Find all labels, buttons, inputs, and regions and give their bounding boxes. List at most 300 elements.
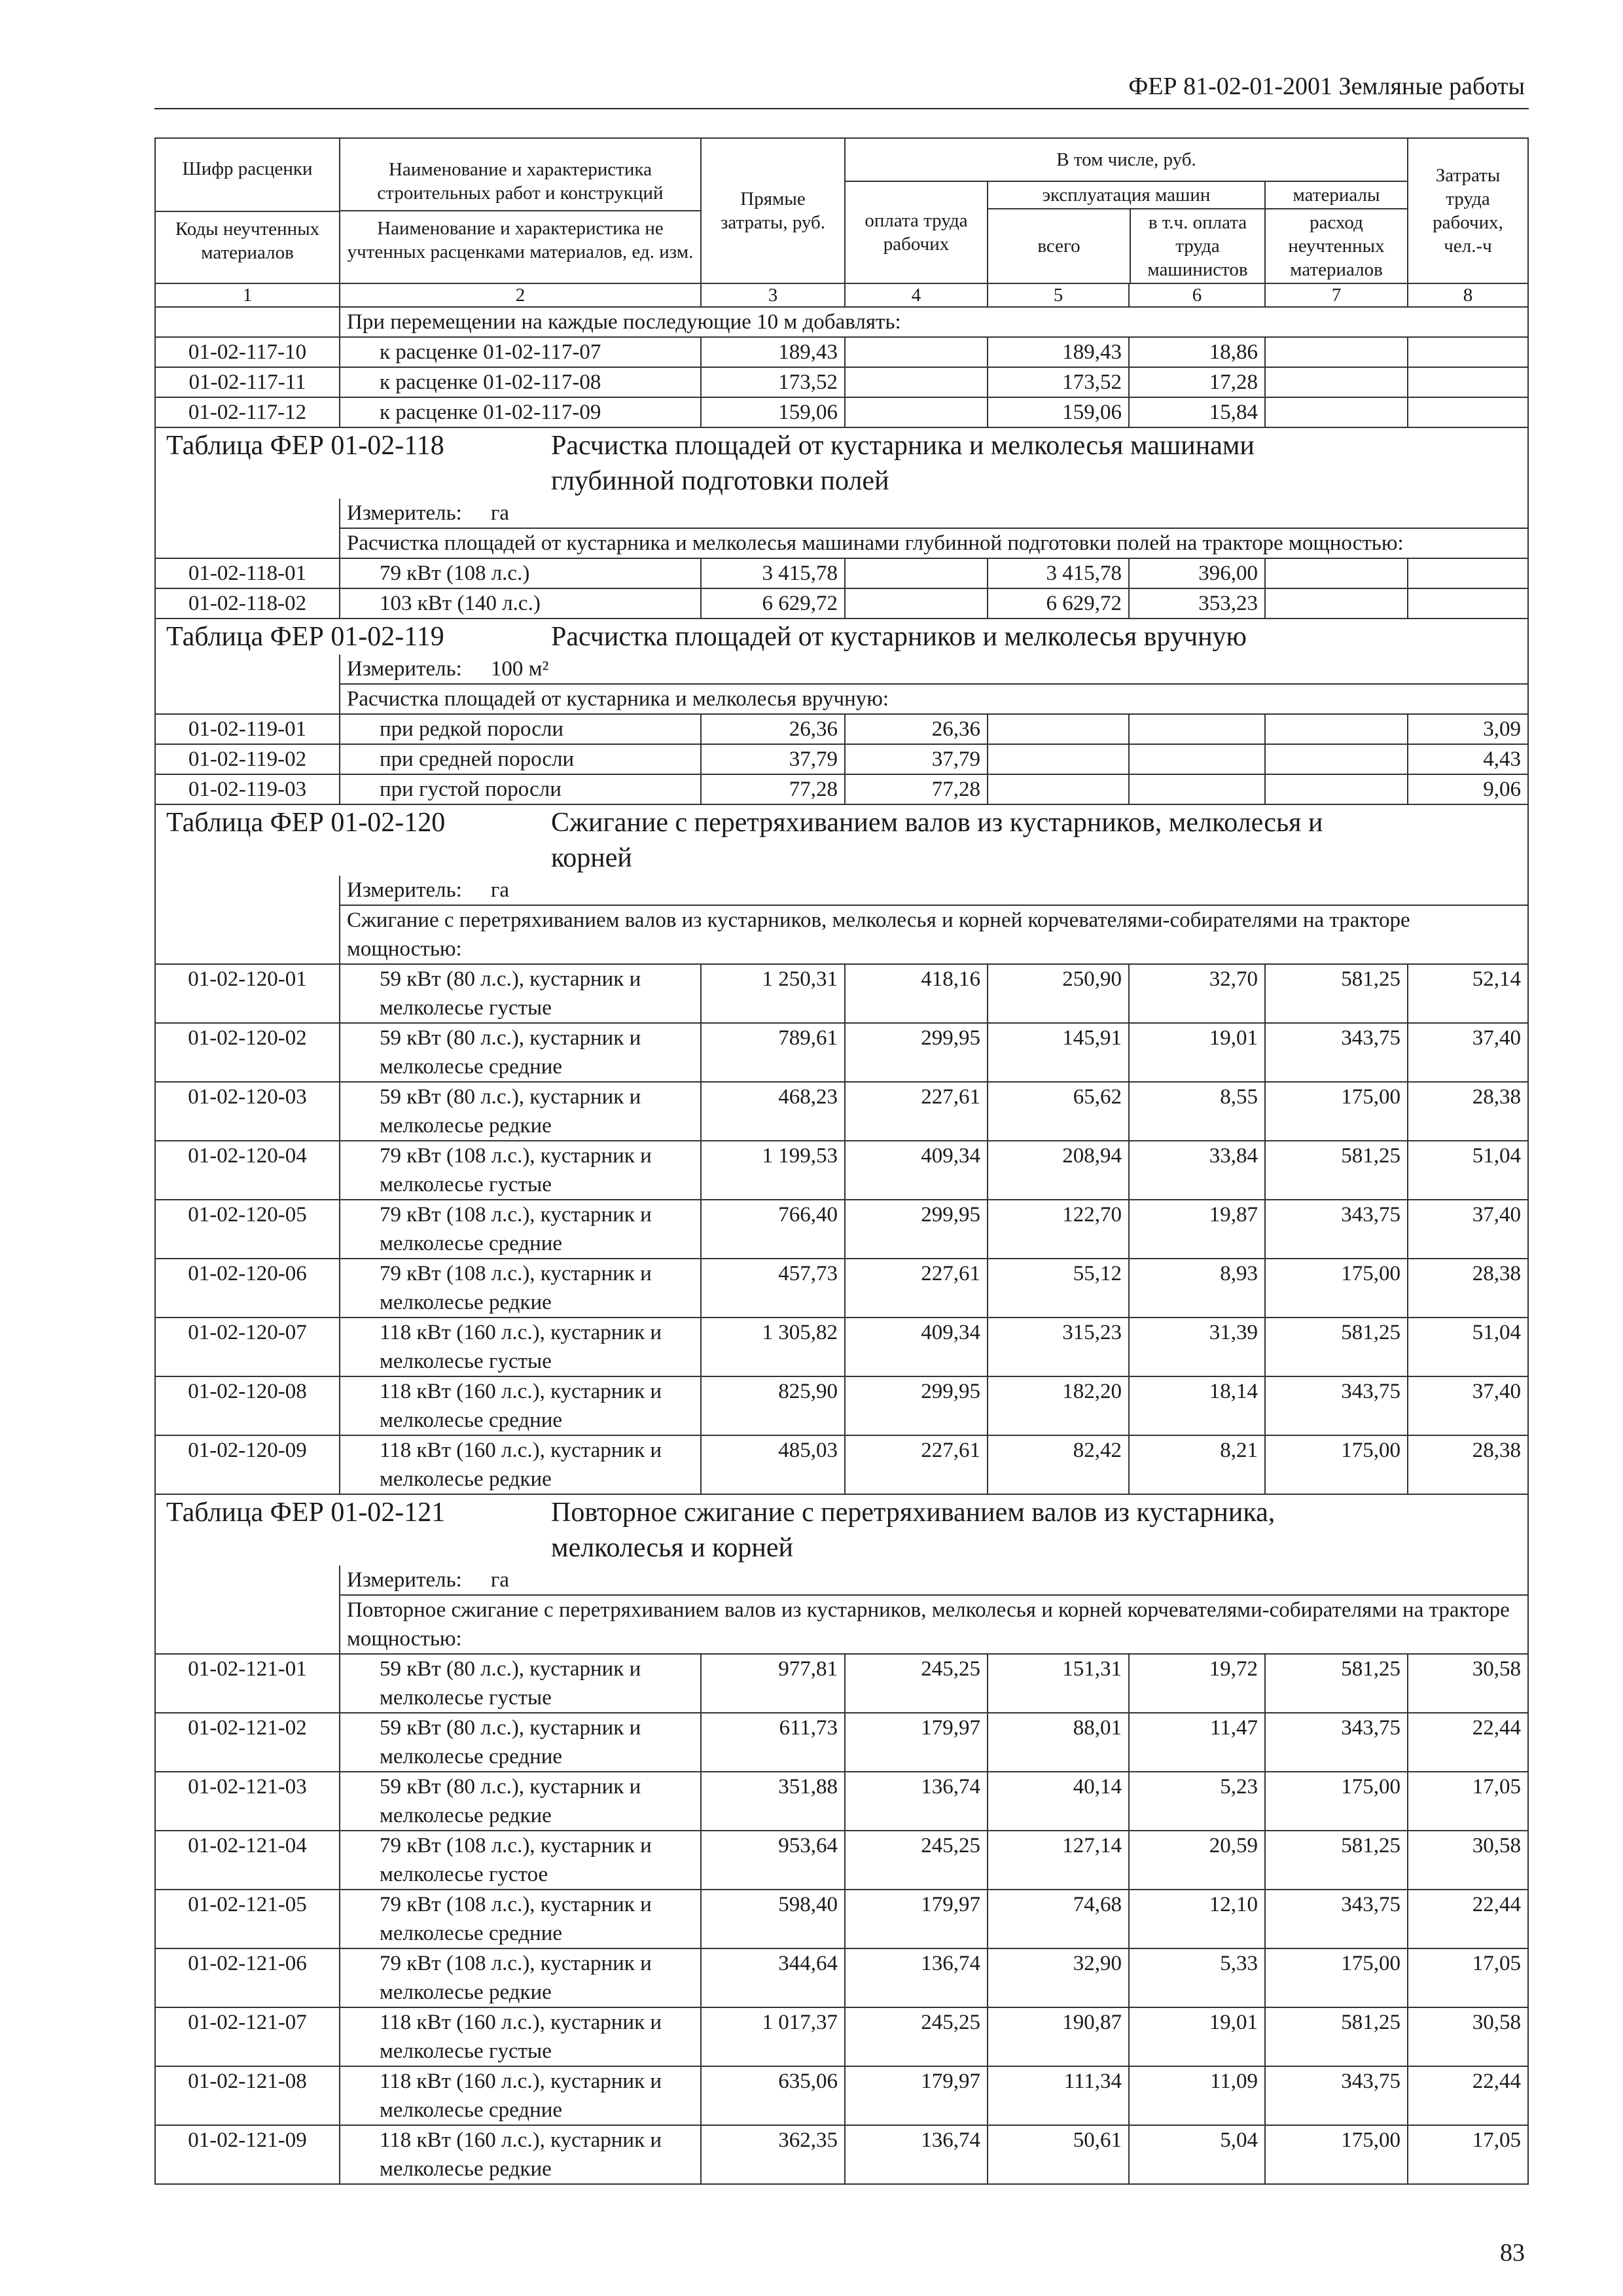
table-row: [155, 1082, 1528, 1141]
col-number: 7: [1265, 283, 1408, 307]
direct-cost: 1 199,53: [701, 1141, 845, 1200]
rate-code: 01-02-119-03: [155, 774, 340, 804]
col-name-top: Наименование и характеристика строительных работ и конструкций: [377, 159, 664, 204]
table-row: [155, 367, 1528, 397]
section-description: Повторное сжигание с перетряхиванием валов из кустарников, мелколесья и корней корчевателями-собирателями на тракторе мощностью:: [340, 1595, 1528, 1654]
machinists-wages: 5,23: [1129, 1772, 1265, 1831]
rate-name: 59 кВт (80 л.с.), кустарник и мелколесье густые: [340, 1654, 701, 1713]
labor-hours: [1408, 558, 1528, 588]
rate-name: 118 кВт (160 л.с.), кустарник и мелколесье средние: [340, 2066, 701, 2125]
labor-hours: 22,44: [1408, 1713, 1528, 1772]
direct-cost: 485,03: [701, 1435, 845, 1494]
direct-cost: 344,64: [701, 1948, 845, 2007]
direct-cost: 3 415,78: [701, 558, 845, 588]
labor-hours: 28,38: [1408, 1082, 1528, 1141]
direct-cost: 1 305,82: [701, 1318, 845, 1376]
table-code: Таблица ФЕР 01-02-119: [166, 622, 444, 652]
wages-cost: 299,95: [845, 1376, 988, 1435]
rate-name: 103 кВт (140 л.с.): [340, 588, 701, 619]
labor-hours: 30,58: [1408, 2007, 1528, 2066]
section-note: При перемещении на каждые последующие 10 м добавлять:: [340, 307, 1528, 337]
rate-code: 01-02-121-02: [155, 1713, 340, 1772]
direct-cost: 37,79: [701, 744, 845, 774]
table-title-line2: мелколесья и корней: [551, 1533, 794, 1563]
rates-table: [154, 137, 1529, 2185]
materials-cost: 581,25: [1265, 1654, 1408, 1713]
labor-hours: 30,58: [1408, 1654, 1528, 1713]
rate-name: 59 кВт (80 л.с.), кустарник и мелколесье средние: [340, 1713, 701, 1772]
labor-hours: [1408, 397, 1528, 427]
rate-name: 118 кВт (160 л.с.), кустарник и мелколесье редкие: [340, 1435, 701, 1494]
machinists-wages: 8,93: [1129, 1259, 1265, 1318]
machinists-wages: 32,70: [1129, 964, 1265, 1023]
labor-hours: 17,05: [1408, 1948, 1528, 2007]
materials-cost: [1265, 558, 1408, 588]
machinists-wages: 18,86: [1129, 337, 1265, 367]
machinists-wages: 19,87: [1129, 1200, 1265, 1259]
col-machines-wages: в т.ч. оплата труда машинистов: [1147, 212, 1248, 280]
measure-label: Измеритель:: [347, 878, 462, 902]
header-rule: [154, 108, 1529, 109]
direct-cost: 468,23: [701, 1082, 845, 1141]
wages-cost: [845, 588, 988, 619]
table-row: [155, 2066, 1528, 2125]
table-row: [155, 1713, 1528, 1772]
materials-cost: 175,00: [1265, 1082, 1408, 1141]
column-numbers-row: [155, 283, 1528, 307]
rate-name: 118 кВт (160 л.с.), кустарник и мелколесье средние: [340, 1376, 701, 1435]
direct-cost: 953,64: [701, 1831, 845, 1890]
machines-cost: [988, 714, 1129, 744]
wages-cost: 37,79: [845, 744, 988, 774]
rate-name: к расценке 01-02-117-07: [340, 337, 701, 367]
rate-code: 01-02-120-07: [155, 1318, 340, 1376]
materials-cost: 343,75: [1265, 1200, 1408, 1259]
rate-code: 01-02-121-04: [155, 1831, 340, 1890]
wages-cost: 227,61: [845, 1259, 988, 1318]
table-row: [155, 588, 1528, 619]
machines-cost: 40,14: [988, 1772, 1129, 1831]
wages-cost: [845, 337, 988, 367]
labor-hours: 30,58: [1408, 1831, 1528, 1890]
col-machines-label: эксплуатация машин: [988, 182, 1264, 209]
measure-row: [155, 876, 1528, 905]
machines-cost: 3 415,78: [988, 558, 1129, 588]
description-row: [155, 905, 1528, 964]
rate-name: 59 кВт (80 л.с.), кустарник и мелколесье густые: [340, 964, 701, 1023]
wages-cost: 409,34: [845, 1141, 988, 1200]
labor-hours: [1408, 337, 1528, 367]
wages-cost: 136,74: [845, 2125, 988, 2184]
materials-cost: [1265, 714, 1408, 744]
rate-name: 79 кВт (108 л.с.), кустарник и мелколесье средние: [340, 1200, 701, 1259]
machines-cost: 190,87: [988, 2007, 1129, 2066]
machines-cost: 6 629,72: [988, 588, 1129, 619]
rate-code: 01-02-120-05: [155, 1200, 340, 1259]
direct-cost: 159,06: [701, 397, 845, 427]
machines-cost: [988, 774, 1129, 804]
machinists-wages: [1129, 774, 1265, 804]
rate-name: 59 кВт (80 л.с.), кустарник и мелколесье средние: [340, 1023, 701, 1082]
machinists-wages: 18,14: [1129, 1376, 1265, 1435]
machinists-wages: 15,84: [1129, 397, 1265, 427]
wages-cost: 299,95: [845, 1023, 988, 1082]
direct-cost: 173,52: [701, 367, 845, 397]
rate-code: 01-02-117-12: [155, 397, 340, 427]
machinists-wages: 5,04: [1129, 2125, 1265, 2184]
direct-cost: 611,73: [701, 1713, 845, 1772]
labor-hours: 4,43: [1408, 744, 1528, 774]
table-title-row: [155, 804, 1528, 876]
col-number: 6: [1129, 283, 1265, 307]
table-row: [155, 964, 1528, 1023]
machines-cost: 82,42: [988, 1435, 1129, 1494]
rate-name: 118 кВт (160 л.с.), кустарник и мелколесье густые: [340, 2007, 701, 2066]
table-title-line1: Расчистка площадей от кустарника и мелколесья машинами: [551, 431, 1255, 461]
table-row: [155, 744, 1528, 774]
table-title-row: [155, 619, 1528, 655]
materials-cost: 175,00: [1265, 1259, 1408, 1318]
col-number: 8: [1408, 283, 1528, 307]
wages-cost: [845, 558, 988, 588]
machines-cost: 173,52: [988, 367, 1129, 397]
table-title-line2: корней: [551, 843, 632, 873]
col-including-header: В том числе, руб.: [845, 138, 1408, 181]
col-direct-header: Прямые затраты, руб.: [701, 138, 845, 283]
materials-cost: 581,25: [1265, 964, 1408, 1023]
section-description: Расчистка площадей от кустарника и мелколесья вручную:: [340, 684, 1528, 714]
labor-hours: 28,38: [1408, 1259, 1528, 1318]
table-row: [155, 1435, 1528, 1494]
wages-cost: 179,97: [845, 2066, 988, 2125]
labor-hours: [1408, 588, 1528, 619]
machines-cost: 111,34: [988, 2066, 1129, 2125]
direct-cost: 1 250,31: [701, 964, 845, 1023]
col-number: 2: [340, 283, 701, 307]
rate-name: 79 кВт (108 л.с.), кустарник и мелколесье средние: [340, 1890, 701, 1948]
table-title-line1: Расчистка площадей от кустарников и мелколесья вручную: [551, 622, 1247, 652]
rate-code: 01-02-120-08: [155, 1376, 340, 1435]
rate-code: 01-02-121-09: [155, 2125, 340, 2184]
machinists-wages: 19,01: [1129, 2007, 1265, 2066]
machines-cost: 182,20: [988, 1376, 1129, 1435]
rate-name: при редкой поросли: [340, 714, 701, 744]
table-title-row: [155, 1494, 1528, 1566]
wages-cost: 179,97: [845, 1890, 988, 1948]
materials-cost: [1265, 588, 1408, 619]
direct-cost: 351,88: [701, 1772, 845, 1831]
rate-name: к расценке 01-02-117-09: [340, 397, 701, 427]
description-row: [155, 528, 1528, 558]
direct-cost: 766,40: [701, 1200, 845, 1259]
labor-hours: 9,06: [1408, 774, 1528, 804]
materials-cost: 581,25: [1265, 1318, 1408, 1376]
machines-cost: 32,90: [988, 1948, 1129, 2007]
materials-cost: 343,75: [1265, 1890, 1408, 1948]
materials-cost: 175,00: [1265, 1435, 1408, 1494]
materials-cost: 175,00: [1265, 2125, 1408, 2184]
materials-cost: [1265, 744, 1408, 774]
machines-cost: 55,12: [988, 1259, 1129, 1318]
measure-row: [155, 499, 1528, 528]
machinists-wages: 5,33: [1129, 1948, 1265, 2007]
col-materials-header: [1265, 181, 1408, 283]
labor-hours: 3,09: [1408, 714, 1528, 744]
machines-cost: 145,91: [988, 1023, 1129, 1082]
description-row: [155, 684, 1528, 714]
machinists-wages: 19,01: [1129, 1023, 1265, 1082]
measure-row: [155, 655, 1528, 684]
machines-cost: 189,43: [988, 337, 1129, 367]
materials-cost: [1265, 367, 1408, 397]
running-header: ФЕР 81-02-01-2001 Земляные работы: [1128, 73, 1525, 100]
materials-cost: 343,75: [1265, 1713, 1408, 1772]
machinists-wages: 8,21: [1129, 1435, 1265, 1494]
col-number: 4: [845, 283, 988, 307]
machinists-wages: 19,72: [1129, 1654, 1265, 1713]
section-note-row: [155, 307, 1528, 337]
wages-cost: 409,34: [845, 1318, 988, 1376]
labor-hours: 17,05: [1408, 1772, 1528, 1831]
rate-code: 01-02-121-05: [155, 1890, 340, 1948]
page-number: 83: [1500, 2239, 1525, 2267]
rate-code: 01-02-121-07: [155, 2007, 340, 2066]
col-materials-sub: расход неучтенных материалов: [1288, 212, 1385, 280]
materials-cost: [1265, 397, 1408, 427]
machinists-wages: 353,23: [1129, 588, 1265, 619]
col-number: 5: [988, 283, 1129, 307]
rate-name: 79 кВт (108 л.с.), кустарник и мелколесье редкие: [340, 1259, 701, 1318]
table-code: Таблица ФЕР 01-02-120: [166, 808, 446, 838]
col-code-header: [155, 138, 340, 283]
col-labor-header: Затраты труда рабочих, чел.-ч: [1408, 138, 1528, 283]
materials-cost: 343,75: [1265, 2066, 1408, 2125]
wages-cost: 136,74: [845, 1948, 988, 2007]
table-row: [155, 337, 1528, 367]
direct-cost: 362,35: [701, 2125, 845, 2184]
measure-label: Измеритель:: [347, 501, 462, 525]
rate-name: 79 кВт (108 л.с.): [340, 558, 701, 588]
direct-cost: 825,90: [701, 1376, 845, 1435]
table-row: [155, 1141, 1528, 1200]
measure-unit: га: [490, 878, 510, 902]
materials-cost: 581,25: [1265, 2007, 1408, 2066]
col-code-bottom: Коды неучтенных материалов: [156, 211, 339, 264]
measure-unit: га: [490, 501, 510, 525]
labor-hours: [1408, 367, 1528, 397]
table-row: [155, 558, 1528, 588]
machines-cost: 122,70: [988, 1200, 1129, 1259]
labor-hours: 37,40: [1408, 1200, 1528, 1259]
direct-cost: 77,28: [701, 774, 845, 804]
rate-code: 01-02-120-02: [155, 1023, 340, 1082]
col-wages-header: оплата труда рабочих: [845, 181, 988, 283]
labor-hours: 28,38: [1408, 1435, 1528, 1494]
rate-name: при густой поросли: [340, 774, 701, 804]
machines-cost: 50,61: [988, 2125, 1129, 2184]
wages-cost: 418,16: [845, 964, 988, 1023]
rate-name: 79 кВт (108 л.с.), кустарник и мелколесье густое: [340, 1831, 701, 1890]
direct-cost: 977,81: [701, 1654, 845, 1713]
machinists-wages: 11,47: [1129, 1713, 1265, 1772]
table-row: [155, 774, 1528, 804]
materials-cost: 581,25: [1265, 1831, 1408, 1890]
labor-hours: 17,05: [1408, 2125, 1528, 2184]
materials-cost: 343,75: [1265, 1023, 1408, 1082]
wages-cost: 77,28: [845, 774, 988, 804]
machinists-wages: 12,10: [1129, 1890, 1265, 1948]
rate-code: 01-02-121-01: [155, 1654, 340, 1713]
measure-row: [155, 1566, 1528, 1595]
materials-cost: 175,00: [1265, 1772, 1408, 1831]
rate-code: 01-02-120-06: [155, 1259, 340, 1318]
measure-unit: га: [490, 1568, 510, 1592]
labor-hours: 22,44: [1408, 2066, 1528, 2125]
direct-cost: 789,61: [701, 1023, 845, 1082]
machinists-wages: 31,39: [1129, 1318, 1265, 1376]
materials-cost: 343,75: [1265, 1376, 1408, 1435]
rate-code: 01-02-119-01: [155, 714, 340, 744]
labor-hours: 37,40: [1408, 1023, 1528, 1082]
section-description: Расчистка площадей от кустарника и мелколесья машинами глубинной подготовки полей на тракторе мощностью:: [340, 528, 1528, 558]
table-row: [155, 1200, 1528, 1259]
table-row: [155, 1376, 1528, 1435]
wages-cost: 227,61: [845, 1082, 988, 1141]
wages-cost: 299,95: [845, 1200, 988, 1259]
machinists-wages: [1129, 744, 1265, 774]
rate-code: 01-02-120-09: [155, 1435, 340, 1494]
machines-cost: 208,94: [988, 1141, 1129, 1200]
table-row: [155, 397, 1528, 427]
labor-hours: 37,40: [1408, 1376, 1528, 1435]
rate-name: к расценке 01-02-117-08: [340, 367, 701, 397]
rate-code: 01-02-121-08: [155, 2066, 340, 2125]
rate-code: 01-02-121-03: [155, 1772, 340, 1831]
direct-cost: 1 017,37: [701, 2007, 845, 2066]
wages-cost: 245,25: [845, 1831, 988, 1890]
rate-code: 01-02-120-04: [155, 1141, 340, 1200]
labor-hours: 51,04: [1408, 1318, 1528, 1376]
direct-cost: 598,40: [701, 1890, 845, 1948]
table-row: [155, 1772, 1528, 1831]
wages-cost: [845, 397, 988, 427]
rate-name: 79 кВт (108 л.с.), кустарник и мелколесье густые: [340, 1141, 701, 1200]
table-row: [155, 2125, 1528, 2184]
labor-hours: 22,44: [1408, 1890, 1528, 1948]
col-name-header: [340, 138, 701, 283]
col-machines-header: [988, 181, 1265, 283]
machines-cost: [988, 744, 1129, 774]
wages-cost: 136,74: [845, 1772, 988, 1831]
table-title-line1: Повторное сжигание с перетряхиванием валов из кустарника,: [551, 1498, 1275, 1528]
rate-name: 79 кВт (108 л.с.), кустарник и мелколесье редкие: [340, 1948, 701, 2007]
table-row: [155, 1259, 1528, 1318]
materials-cost: 175,00: [1265, 1948, 1408, 2007]
rate-code: 01-02-118-01: [155, 558, 340, 588]
wages-cost: 179,97: [845, 1713, 988, 1772]
direct-cost: 189,43: [701, 337, 845, 367]
table-row: [155, 1654, 1528, 1713]
direct-cost: 457,73: [701, 1259, 845, 1318]
labor-hours: 52,14: [1408, 964, 1528, 1023]
table-code: Таблица ФЕР 01-02-118: [166, 431, 444, 461]
rate-code: 01-02-118-02: [155, 588, 340, 619]
rate-code: 01-02-120-03: [155, 1082, 340, 1141]
table-row: [155, 1318, 1528, 1376]
machines-cost: 65,62: [988, 1082, 1129, 1141]
labor-hours: 51,04: [1408, 1141, 1528, 1200]
wages-cost: 245,25: [845, 1654, 988, 1713]
rate-name: 118 кВт (160 л.с.), кустарник и мелколесье густые: [340, 1318, 701, 1376]
table-row: [155, 1831, 1528, 1890]
rate-name: 59 кВт (80 л.с.), кустарник и мелколесье редкие: [340, 1772, 701, 1831]
wages-cost: 245,25: [845, 2007, 988, 2066]
machines-cost: 127,14: [988, 1831, 1129, 1890]
rate-code: 01-02-117-10: [155, 337, 340, 367]
machines-cost: 151,31: [988, 1654, 1129, 1713]
rate-code: 01-02-117-11: [155, 367, 340, 397]
table-row: [155, 714, 1528, 744]
machines-cost: 74,68: [988, 1890, 1129, 1948]
machinists-wages: 396,00: [1129, 558, 1265, 588]
measure-unit: 100 м²: [490, 657, 549, 681]
table-row: [155, 2007, 1528, 2066]
machinists-wages: 11,09: [1129, 2066, 1265, 2125]
col-number: 3: [701, 283, 845, 307]
table-title-line1: Сжигание с перетряхиванием валов из кустарников, мелколесья и: [551, 808, 1323, 838]
col-name-bottom: Наименование и характеристика не учтенных расценками материалов, ед. изм.: [340, 210, 700, 264]
col-number: 1: [155, 283, 340, 307]
col-materials-label: материалы: [1266, 182, 1407, 209]
table-code: Таблица ФЕР 01-02-121: [166, 1498, 446, 1528]
wages-cost: 26,36: [845, 714, 988, 744]
table-row: [155, 1948, 1528, 2007]
machines-cost: 315,23: [988, 1318, 1129, 1376]
description-row: [155, 1595, 1528, 1654]
direct-cost: 6 629,72: [701, 588, 845, 619]
rate-code: 01-02-121-06: [155, 1948, 340, 2007]
machines-cost: 88,01: [988, 1713, 1129, 1772]
materials-cost: [1265, 774, 1408, 804]
measure-label: Измеритель:: [347, 1568, 462, 1592]
table-title-row: [155, 427, 1528, 499]
table-row: [155, 1023, 1528, 1082]
machines-cost: 250,90: [988, 964, 1129, 1023]
table-title-line2: глубинной подготовки полей: [551, 466, 889, 496]
machinists-wages: 17,28: [1129, 367, 1265, 397]
measure-label: Измеритель:: [347, 657, 462, 681]
machinists-wages: [1129, 714, 1265, 744]
rate-code: 01-02-120-01: [155, 964, 340, 1023]
materials-cost: 581,25: [1265, 1141, 1408, 1200]
machinists-wages: 33,84: [1129, 1141, 1265, 1200]
wages-cost: [845, 367, 988, 397]
table-row: [155, 1890, 1528, 1948]
col-code-top: Шифр расценки: [182, 158, 313, 179]
table-body: [155, 307, 1528, 2184]
materials-cost: [1265, 337, 1408, 367]
rate-name: 118 кВт (160 л.с.), кустарник и мелколесье редкие: [340, 2125, 701, 2184]
rate-name: при средней поросли: [340, 744, 701, 774]
machines-cost: 159,06: [988, 397, 1129, 427]
section-description: Сжигание с перетряхиванием валов из кустарников, мелколесья и корней корчевателями-собирателями на тракторе мощностью:: [340, 905, 1528, 964]
machinists-wages: 20,59: [1129, 1831, 1265, 1890]
machinists-wages: 8,55: [1129, 1082, 1265, 1141]
rate-code: 01-02-119-02: [155, 744, 340, 774]
wages-cost: 227,61: [845, 1435, 988, 1494]
direct-cost: 635,06: [701, 2066, 845, 2125]
rate-name: 59 кВт (80 л.с.), кустарник и мелколесье редкие: [340, 1082, 701, 1141]
